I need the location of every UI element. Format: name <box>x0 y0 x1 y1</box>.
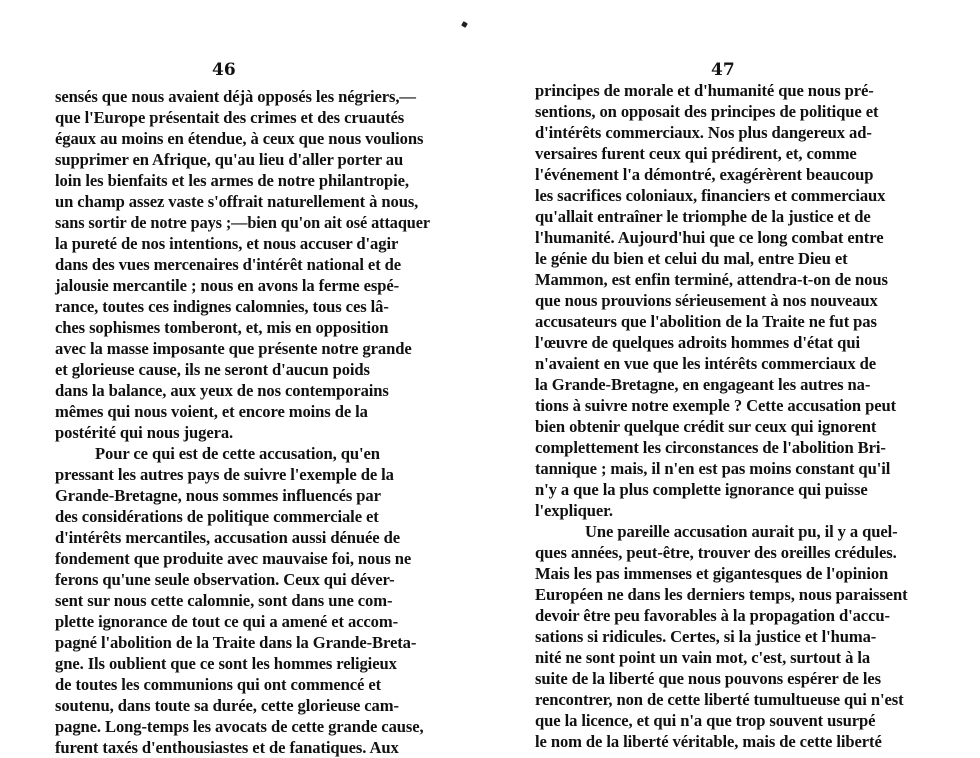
text-line: ques années, peut-être, trouver des oreilles crédules. <box>535 543 897 562</box>
text-line: sations si ridicules. Certes, si la justice et l'huma- <box>535 627 877 646</box>
text-line: Une pareille accusation aurait pu, il y a quel- <box>585 522 898 541</box>
text-line: Mammon, est enfin terminé, attendra-t-on de nous <box>535 270 888 289</box>
text-line: sentions, on opposait des principes de politique et <box>535 102 879 121</box>
text-line: jalousie mercantile ; nous en avons la ferme espé- <box>55 276 400 295</box>
text-line: égaux au moins en étendue, à ceux que nous voulions <box>55 129 424 148</box>
text-line: principes de morale et d'humanité que nous pré- <box>535 81 874 100</box>
text-line: complettement les circonstances de l'abolition Bri- <box>535 438 886 457</box>
text-line: soutenu, dans toute sa durée, cette glorieuse cam- <box>55 696 399 715</box>
text-line: pagne. Long-temps les avocats de cette grande cause, <box>55 717 424 736</box>
text-line: Pour ce qui est de cette accusation, qu'en <box>95 444 380 463</box>
text-line: tions à suivre notre exemple ? Cette accusation peut <box>535 396 897 415</box>
text-line: l'humanité. Aujourd'hui que ce long combat entre <box>535 228 884 247</box>
text-line: qu'allait entraîner le triomphe de la justice et de <box>535 207 871 226</box>
page-number-right: 47 <box>711 60 735 80</box>
text-line: loin les bienfaits et les armes de notre philantropie, <box>55 171 409 190</box>
text-line: l'événement l'a démontré, exagérèrent beaucoup <box>535 165 874 184</box>
text-line: avec la masse imposante que présente notre grande <box>55 339 412 358</box>
text-line: ches sophismes tomberont, et, mis en opposition <box>55 318 389 337</box>
text-line: d'intérêts mercantiles, accusation aussi dénuée de <box>55 528 400 547</box>
text-line: le génie du bien et celui du mal, entre Dieu et <box>535 249 848 268</box>
text-line: mêmes qui nous voient, et encore moins de la <box>55 402 368 421</box>
text-line: les sacrifices coloniaux, financiers et commerciaux <box>535 186 886 205</box>
text-line: tannique ; mais, il n'en est pas moins constant qu'il <box>535 459 891 478</box>
text-line: la pureté de nos intentions, et nous accuser d'agir <box>55 234 399 253</box>
text-line: plette ignorance de tout ce qui a amené et accom- <box>55 612 399 631</box>
text-line: sans sortir de notre pays ;—bien qu'on ait osé attaquer <box>55 213 430 232</box>
text-line: bien obtenir quelque crédit sur ceux qui ignorent <box>535 417 877 436</box>
text-line: furent taxés d'enthousiastes et de fanatiques. Aux <box>55 738 399 757</box>
text-line: gne. Ils oublient que ce sont les hommes religieux <box>55 654 397 673</box>
page-number-left: 46 <box>212 60 236 80</box>
text-line: que l'Europe présentait des crimes et des cruautés <box>55 108 405 127</box>
text-line: d'intérêts commerciaux. Nos plus dangereux ad- <box>535 123 872 142</box>
text-line: rance, toutes ces indignes calomnies, tous ces lâ- <box>55 297 389 316</box>
text-line: le nom de la liberté véritable, mais de cette liberté <box>535 732 882 751</box>
text-line: pagné l'abolition de la Traite dans la Grande-Breta- <box>55 633 417 652</box>
text-line: Grande-Bretagne, nous sommes influencés par <box>55 486 381 505</box>
text-line: la Grande-Bretagne, en engageant les autres na- <box>535 375 871 394</box>
text-line: accusateurs que l'abolition de la Traite ne fut pas <box>535 312 877 331</box>
text-line: dans des vues mercenaires d'intérêt national et de <box>55 255 402 274</box>
text-line: suite de la liberté que nous pouvons espérer de les <box>535 669 882 688</box>
text-line: un champ assez vaste s'offrait naturellement à nous, <box>55 192 419 211</box>
text-line: pressant les autres pays de suivre l'exemple de la <box>55 465 394 484</box>
text-line: fondement que produite avec mauvaise foi, nous ne <box>55 549 412 568</box>
text-line: postérité qui nous jugera. <box>55 423 234 442</box>
text-line: rencontrer, non de cette liberté tumultueuse qui n'est <box>535 690 904 709</box>
text-line: de toutes les communions qui ont commencé et <box>55 675 382 694</box>
text-line: et glorieuse cause, ils ne seront d'aucun poids <box>55 360 370 379</box>
text-line: devoir être peu favorables à la propagation d'accu- <box>535 606 890 625</box>
text-line: Mais les pas immenses et gigantesques de l'opinion <box>535 564 889 583</box>
text-line: nité ne sont point un vain mot, c'est, surtout à la <box>535 648 871 667</box>
text-line: dans la balance, aux yeux de nos contemporains <box>55 381 389 400</box>
text-line: que la licence, et qui n'a que trop souvent usurpé <box>535 711 876 730</box>
text-line: n'avaient en vue que les intérêts commerciaux de <box>535 354 877 373</box>
text-line: sent sur nous cette calomnie, sont dans une com- <box>55 591 393 610</box>
text-line: ferons qu'une seule observation. Ceux qui déver- <box>55 570 395 589</box>
text-line: n'y a que la plus complette ignorance qui puisse <box>535 480 868 499</box>
text-line: sensés que nous avaient déjà opposés les négriers,— <box>55 87 416 106</box>
ink-speck <box>461 21 468 28</box>
text-line: que nous prouvions sérieusement à nos nouveaux <box>535 291 878 310</box>
text-line: des considérations de politique commerciale et <box>55 507 379 526</box>
text-line: supprimer en Afrique, qu'au lieu d'aller porter au <box>55 150 404 169</box>
text-line: Européen ne dans les derniers temps, nous paraissent <box>535 585 908 604</box>
text-line: l'expliquer. <box>535 501 613 520</box>
text-line: l'œuvre de quelques adroits hommes d'état qui <box>535 333 860 352</box>
text-line: versaires furent ceux qui prédirent, et, comme <box>535 144 857 163</box>
